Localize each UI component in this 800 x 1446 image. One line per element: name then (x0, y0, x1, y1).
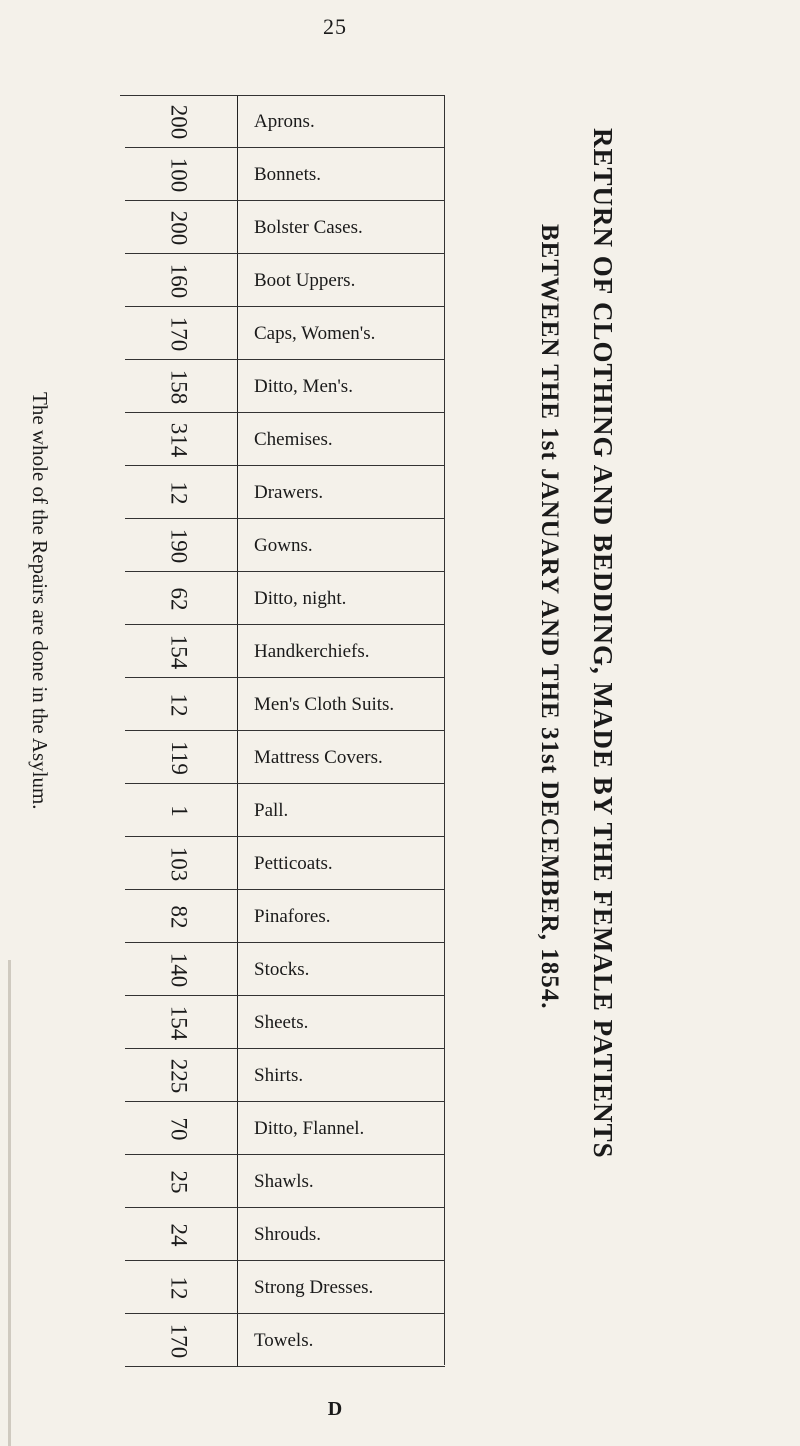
item-name: Ditto, Flannel. (254, 1117, 365, 1139)
table-row (120, 1208, 445, 1261)
item-count-cell (120, 201, 238, 254)
table-row (120, 678, 445, 731)
item-name: Pall. (254, 799, 289, 821)
item-name: Ditto, night. (254, 587, 347, 609)
item-name: Sheets. (254, 1011, 309, 1033)
item-count-cell (120, 360, 238, 413)
item-name: Ditto, Men's. (254, 375, 353, 397)
item-count-cell (120, 519, 238, 572)
item-count: 12 (166, 481, 192, 504)
item-count: 100 (166, 157, 192, 192)
item-count-cell (120, 1208, 238, 1261)
item-count: 103 (166, 846, 192, 881)
table-row (120, 943, 445, 996)
table-row (120, 148, 445, 201)
item-count-cell (120, 943, 238, 996)
table-row (120, 1155, 445, 1208)
item-count-cell (120, 1314, 238, 1367)
item-count: 170 (166, 316, 192, 351)
table-row (120, 413, 445, 466)
item-count-cell (120, 625, 238, 678)
table-row (120, 360, 445, 413)
item-count-cell (120, 996, 238, 1049)
item-name: Stocks. (254, 958, 310, 980)
row-rule (125, 1366, 445, 1367)
item-name: Aprons. (254, 110, 315, 132)
item-count-cell (120, 572, 238, 625)
table-row (120, 466, 445, 519)
item-count-cell (120, 890, 238, 943)
item-count: 160 (166, 263, 192, 298)
table-row (120, 784, 445, 837)
item-count-cell (120, 784, 238, 837)
signature-mark: D (327, 1398, 343, 1420)
item-count-cell (120, 254, 238, 307)
item-name: Bolster Cases. (254, 216, 363, 238)
item-count: 200 (166, 104, 192, 139)
item-count-cell (120, 1155, 238, 1208)
item-name: Pinafores. (254, 905, 331, 927)
item-count: 190 (166, 528, 192, 563)
item-count: 140 (166, 952, 192, 987)
table-row (120, 890, 445, 943)
item-count: 1 (166, 804, 192, 817)
table-row (120, 95, 445, 148)
item-name: Towels. (254, 1329, 314, 1351)
table-row (120, 254, 445, 307)
table-row (120, 996, 445, 1049)
item-count: 12 (166, 1276, 192, 1299)
page-number: 25 (323, 14, 347, 39)
clothing-ledger-table (120, 95, 445, 1365)
item-count-cell (120, 95, 238, 148)
item-name: Petticoats. (254, 852, 333, 874)
item-name: Boot Uppers. (254, 269, 356, 291)
item-count: 154 (166, 634, 192, 669)
item-name: Chemises. (254, 428, 333, 450)
item-count: 154 (166, 1005, 192, 1040)
item-name: Caps, Women's. (254, 322, 376, 344)
table-row (120, 1049, 445, 1102)
table-row (120, 572, 445, 625)
item-name: Strong Dresses. (254, 1276, 374, 1298)
item-count-cell (120, 307, 238, 360)
title-line-2: BETWEEN THE 1st JANUARY AND THE 31st DECEMBER, 1854. (536, 224, 563, 1010)
table-row (120, 1102, 445, 1155)
item-count: 24 (166, 1223, 192, 1246)
table-row (120, 625, 445, 678)
item-count: 314 (166, 422, 192, 457)
item-count-cell (120, 413, 238, 466)
item-count-cell (120, 731, 238, 784)
item-name: Shirts. (254, 1064, 304, 1086)
item-count: 170 (166, 1323, 192, 1358)
repairs-note: The whole of the Repairs are done in the Asylum. (28, 392, 52, 810)
item-count: 82 (166, 905, 192, 928)
table-row (120, 519, 445, 572)
item-count: 119 (166, 740, 192, 775)
item-count-cell (120, 837, 238, 890)
table-row (120, 1261, 445, 1314)
table-row (120, 731, 445, 784)
item-name: Gowns. (254, 534, 313, 556)
table-row (120, 1314, 445, 1367)
item-name: Handkerchiefs. (254, 640, 370, 662)
item-name: Men's Cloth Suits. (254, 693, 395, 715)
item-name: Shrouds. (254, 1223, 322, 1245)
item-name: Bonnets. (254, 163, 322, 185)
item-name: Mattress Covers. (254, 746, 383, 768)
table-row (120, 837, 445, 890)
title-line-1: RETURN OF CLOTHING AND BEDDING, MADE BY THE FEMALE PATIENTS (588, 128, 618, 1159)
item-count: 225 (166, 1058, 192, 1093)
item-count: 200 (166, 210, 192, 245)
item-count: 62 (166, 587, 192, 610)
table-row (120, 307, 445, 360)
item-count-cell (120, 1102, 238, 1155)
item-count: 25 (166, 1170, 192, 1193)
item-count-cell (120, 148, 238, 201)
item-name: Shawls. (254, 1170, 314, 1192)
item-count: 158 (166, 369, 192, 404)
item-count-cell (120, 466, 238, 519)
item-count-cell (120, 1261, 238, 1314)
item-name: Drawers. (254, 481, 324, 503)
item-count: 12 (166, 693, 192, 716)
item-count: 70 (166, 1117, 192, 1140)
page-edge-shadow (8, 960, 11, 1446)
table-row (120, 201, 445, 254)
item-count-cell (120, 678, 238, 731)
item-count-cell (120, 1049, 238, 1102)
